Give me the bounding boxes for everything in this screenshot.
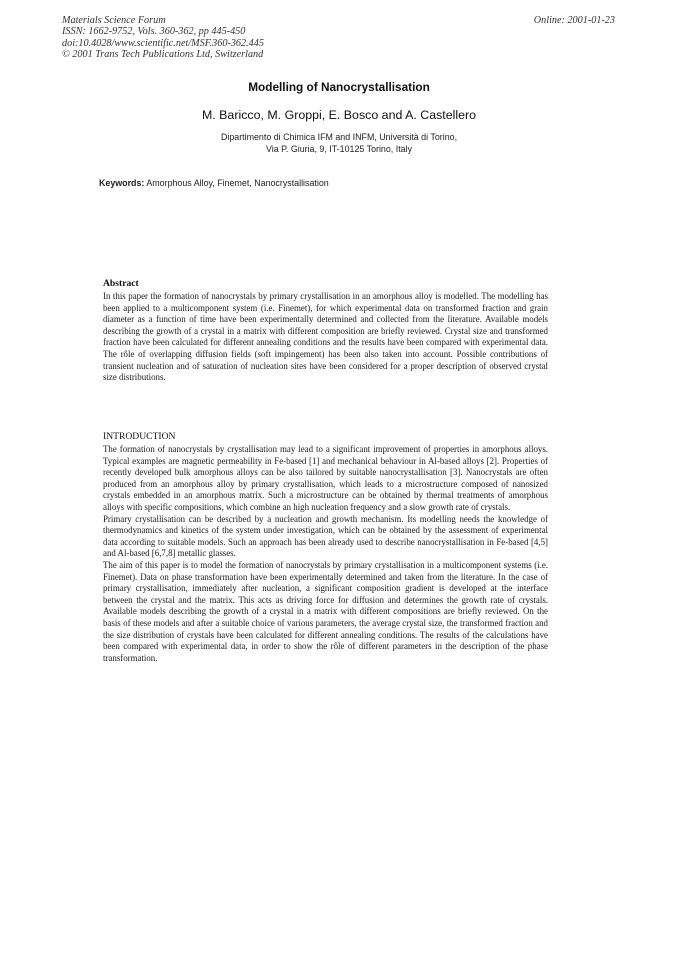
affiliation-line-2: Via P. Giuria, 9, IT-10125 Torino, Italy [265, 143, 413, 154]
journal-name: Materials Science Forum [62, 15, 166, 26]
copyright-line: © 2001 Trans Tech Publications Ltd, Switzerland [62, 49, 264, 61]
doi-link[interactable]: doi:10.4028/www.scientific.net/MSF.360-362.445 [62, 37, 264, 49]
abstract-body [103, 291, 548, 384]
affiliation [0, 132, 678, 155]
issn-line: ISSN: 1662-9752, Vols. 360-362, pp 445-450 [62, 26, 246, 38]
introduction-paragraph-2: Primary crystallisation can be described by a nucleation and growth mechanism. Its modelling needs the knowledge of thermodynamics and kinetics of the system under investigation, which can be obtained by the assessment of experimental data according to suitable models. Such an approach has been already used to describe nanocrystallisation in Fe-based [4,5] and Al-based [6,7,8] metallic glasses. [103, 513, 548, 559]
online-date: Online: 2001-01-23 [533, 15, 615, 26]
journal-header [62, 15, 264, 61]
abstract-paragraph: In this paper the formation of nanocrystals by primary crystallisation in an amorphous alloy is modelled. The modelling has been applied to a multicomponent system (i.e. Finemet), for which experimental data on transformed fraction and grain diameter as a function of time have been experimentally determined and collected from the literature. Available models describing the growth of a crystal in a matrix with different composition are briefly reviewed. Crystal size and transformed fraction have been calculated for different annealing conditions and the results have been compared with experimental data. The rôle of overlapping diffusion fields (soft impingement) has been also taken into account. Possible contributions of transient nucleation and of saturation of nucleation sites have been considered for a proper description of observed crystal size distributions. [103, 291, 548, 383]
affiliation-line-1: Dipartimento di Chimica IFM and INFM, Università di Torino, [220, 132, 458, 142]
keywords [99, 178, 329, 188]
paper-title: Modelling of Nanocrystallisation [248, 80, 430, 94]
introduction-body [103, 444, 548, 664]
introduction-paragraph-3: The aim of this paper is to model the formation of nanocrystals by primary crystallisation in a multicomponent systems (i.e. Finemet). Data on phase transformation have been experimentally determined and taken from the literature. In the case of primary crystallisation, immediately after nucleation, a significant composition gradient is developed at the interface between the crystal and the matrix. This acts as driving force for diffusion and determines the growth rate of crystals. Available models describing the growth of a crystal in a matrix with different compositions are briefly reviewed. On the basis of these models and after a suitable choice of various parameters, the average crystal size, the transformed fraction and the size distribution of crystals have been calculated for different annealing conditions. The results of the calculations have been compared with experimental data, in order to show the rôle of different parameters in the description of the phase transformation. [103, 559, 548, 663]
author-list: M. Baricco, M. Groppi, E. Bosco and A. Castellero [201, 108, 477, 122]
introduction-heading: INTRODUCTION [103, 431, 176, 442]
keywords-label: Keywords: [99, 178, 145, 188]
introduction-paragraph-1: The formation of nanocrystals by crystallisation may lead to a significant improvement of properties in amorphous alloys. Typical examples are magnetic permeability in Fe-based [1] and mechanical behaviour in Al-based alloys [2]. Properties of recently developed bulk amorphous alloys can be also tailored by suitable nanocrystallisation [3]. Nanocrystals are often produced from an amorphous alloy by primary crystallisation, which leads to a microstructure composed of nanosized crystals embedded in an amorphous matrix. Such a microstructure can be obtained by thermal treatments of amorphous alloys with specific compositions, which combine an high nucleation frequency and a slow growth rate of crystals. [103, 444, 548, 512]
keywords-text: Amorphous Alloy, Finemet, Nanocrystallisation [146, 178, 329, 188]
abstract-heading: Abstract [103, 278, 139, 289]
